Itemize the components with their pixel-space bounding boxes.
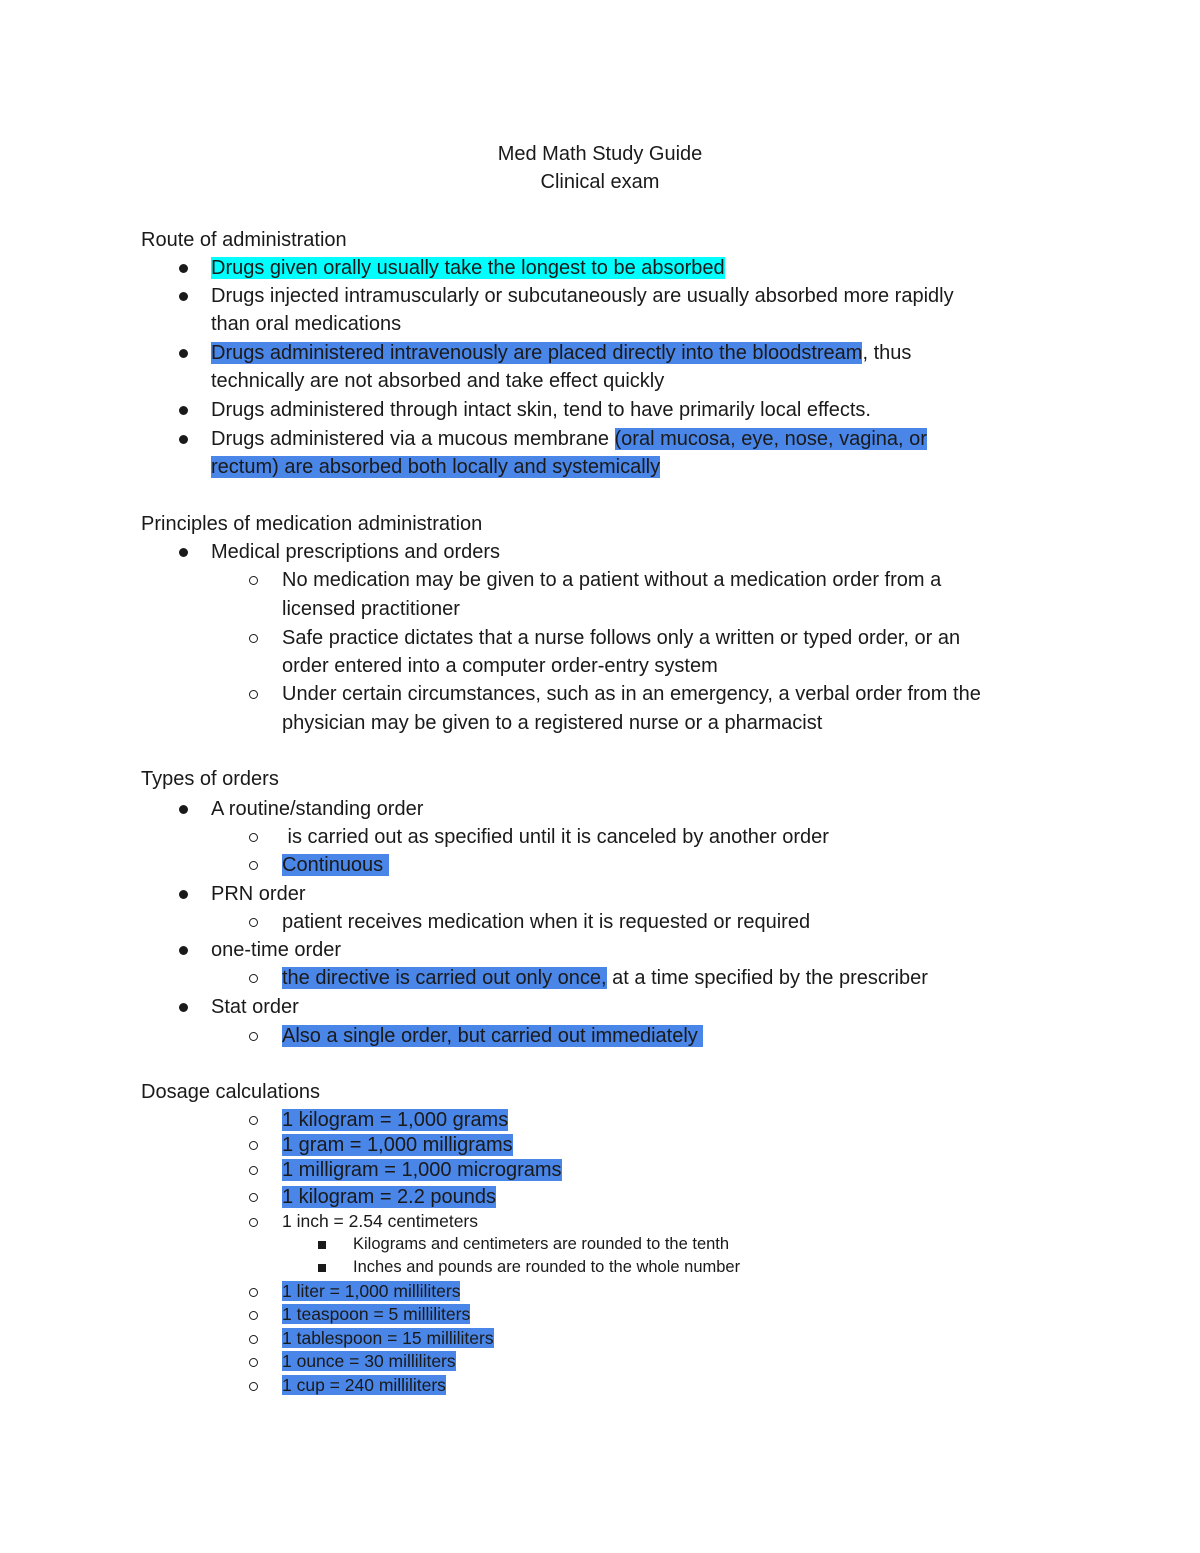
sub-bullet-icon	[249, 576, 258, 585]
sub-bullet-icon	[249, 974, 258, 983]
sub-list-item-continuation: licensed practitioner	[282, 598, 460, 620]
sub-list-item-continuation: order entered into a computer order-entry system	[282, 655, 718, 677]
sub-list-item	[282, 1374, 446, 1397]
sub-bullet-icon	[249, 1032, 258, 1041]
sub-bullet-icon	[249, 1166, 258, 1175]
sub-bullet-icon	[249, 1335, 258, 1344]
sub-bullet-icon	[249, 1193, 258, 1202]
list-item: PRN order	[211, 883, 306, 905]
sub-list-item	[282, 1350, 456, 1373]
section-heading-orders: Types of orders	[141, 768, 279, 790]
sub-bullet-icon	[249, 1141, 258, 1150]
square-bullet-icon	[318, 1264, 326, 1272]
list-item-text: Drugs administered via a mucous membrane	[211, 428, 615, 450]
sub-list-item: No medication may be given to a patient without a medication order from a	[282, 569, 942, 591]
bullet-icon	[179, 435, 188, 444]
highlighted-text: 1 kilogram = 2.2 pounds	[282, 1186, 497, 1208]
sub-list-item	[282, 1156, 562, 1184]
sub-list-item: patient receives medication when it is requested or required	[282, 911, 811, 933]
bullet-icon	[179, 548, 188, 557]
list-item: Drugs administered through intact skin, tend to have primarily local effects.	[211, 399, 871, 421]
list-item	[211, 425, 927, 453]
list-item: Stat order	[211, 996, 299, 1018]
sub-bullet-icon	[249, 918, 258, 927]
highlighted-text: Drugs given orally usually take the longest to be absorbed	[211, 257, 725, 279]
sub-bullet-icon	[249, 1358, 258, 1367]
sub-list-item	[282, 1022, 703, 1050]
document-subtitle: Clinical exam	[540, 171, 660, 193]
bullet-icon	[179, 264, 188, 273]
sub-bullet-icon	[249, 634, 258, 643]
sub-list-item	[282, 1327, 494, 1350]
highlighted-text: 1 teaspoon = 5 milliliters	[282, 1304, 471, 1324]
sub-bullet-icon	[249, 1116, 258, 1125]
sub-bullet-icon	[249, 1288, 258, 1297]
sub-bullet-icon	[249, 1382, 258, 1391]
list-item-continuation: than oral medications	[211, 313, 402, 335]
highlighted-text: 1 kilogram = 1,000 grams	[282, 1109, 509, 1131]
highlighted-text: 1 liter = 1,000 milliliters	[282, 1281, 461, 1301]
bullet-icon	[179, 292, 188, 301]
sub-bullet-icon	[249, 690, 258, 699]
bullet-icon	[179, 890, 188, 899]
nested-list-item: Inches and pounds are rounded to the whole number	[353, 1258, 741, 1276]
square-bullet-icon	[318, 1241, 326, 1249]
section-heading-route: Route of administration	[141, 229, 347, 251]
sub-list-item: is carried out as specified until it is canceled by another order	[282, 826, 829, 848]
nested-list-item: Kilograms and centimeters are rounded to the tenth	[353, 1235, 730, 1253]
list-item-continuation: technically are not absorbed and take effect quickly	[211, 370, 665, 392]
highlighted-text: (oral mucosa, eye, nose, vagina, or	[614, 428, 927, 450]
sub-list-item	[282, 1131, 513, 1159]
highlighted-text: Also a single order, but carried out immediately	[282, 1025, 704, 1047]
sub-list-item: Under certain circumstances, such as in an emergency, a verbal order from the	[282, 683, 981, 705]
sub-bullet-icon	[249, 1218, 258, 1227]
bullet-icon	[179, 1003, 188, 1012]
highlighted-text: Drugs administered intravenously are placed directly into the bloodstream	[211, 342, 863, 364]
sub-list-item	[282, 1280, 460, 1303]
highlighted-text: rectum) are absorbed both locally and systemically	[211, 456, 661, 478]
section-heading-dosage: Dosage calculations	[141, 1081, 320, 1103]
bullet-icon	[179, 805, 188, 814]
highlighted-text: 1 ounce = 30 milliliters	[282, 1351, 456, 1371]
bullet-icon	[179, 349, 188, 358]
sub-list-item-continuation: physician may be given to a registered nurse or a pharmacist	[282, 712, 823, 734]
list-item	[211, 254, 725, 282]
sub-list-item	[282, 1183, 496, 1211]
sub-list-item: Safe practice dictates that a nurse follows only a written or typed order, or an	[282, 627, 961, 649]
highlighted-text: 1 tablespoon = 15 milliliters	[282, 1328, 494, 1348]
bullet-icon	[179, 946, 188, 955]
highlighted-text: 1 gram = 1,000 milligrams	[282, 1134, 513, 1156]
sub-bullet-icon	[249, 833, 258, 842]
list-item: one-time order	[211, 939, 342, 961]
highlighted-text: 1 milligram = 1,000 micrograms	[282, 1159, 562, 1181]
sub-list-item	[282, 964, 928, 992]
highlighted-text: Continuous	[282, 854, 389, 876]
list-item	[211, 339, 911, 367]
list-item: A routine/standing order	[211, 798, 424, 820]
sub-bullet-icon	[249, 1311, 258, 1320]
document-title: Med Math Study Guide	[497, 143, 703, 165]
highlighted-text: the directive is carried out only once,	[282, 967, 607, 989]
sub-list-item	[282, 1303, 470, 1326]
list-item: Medical prescriptions and orders	[211, 541, 501, 563]
sub-list-item-text: at a time specified by the prescriber	[606, 967, 928, 989]
sub-list-item	[282, 851, 389, 879]
section-heading-principles: Principles of medication administration	[141, 513, 483, 535]
highlighted-text: 1 cup = 240 milliliters	[282, 1375, 446, 1395]
sub-list-item: 1 inch = 2.54 centimeters	[282, 1211, 479, 1231]
list-item: Drugs injected intramuscularly or subcutaneously are usually absorbed more rapidly	[211, 285, 954, 307]
list-item-text: , thus	[862, 342, 912, 364]
sub-bullet-icon	[249, 861, 258, 870]
list-item-continuation	[211, 453, 660, 481]
bullet-icon	[179, 406, 188, 415]
sub-list-item	[282, 1106, 508, 1134]
